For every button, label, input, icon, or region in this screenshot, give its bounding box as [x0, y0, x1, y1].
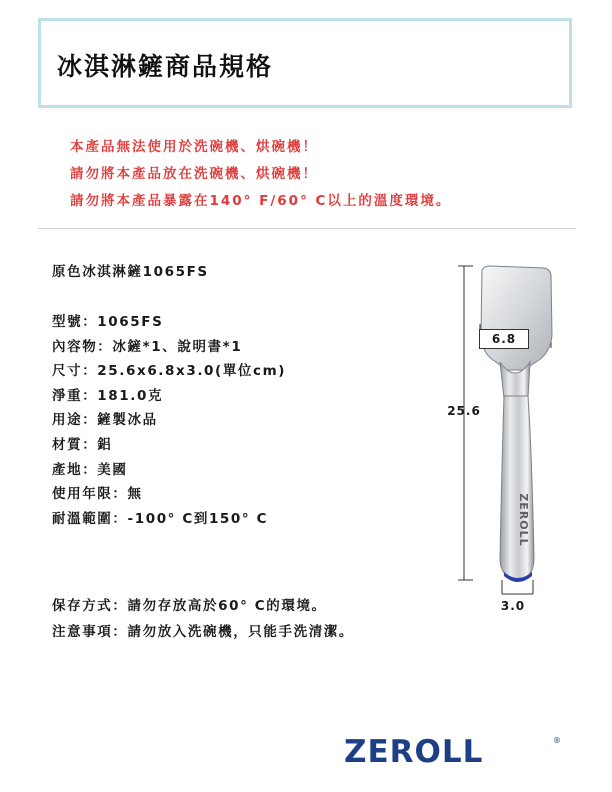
page-title: 冰淇淋鏟商品規格: [57, 52, 274, 81]
storage-note: 保存方式：請勿存放高於60° C的環境。: [52, 598, 327, 614]
product-illustration: [440, 258, 580, 618]
spec-lifespan: 使用年限：無: [52, 486, 143, 503]
spec-weight: 淨重：181.0克: [52, 387, 164, 404]
spec-origin: 產地：美國: [52, 461, 128, 478]
section-divider: [38, 228, 576, 229]
spec-use: 用途：鏟製冰品: [52, 412, 158, 429]
length-label: 25.6: [447, 404, 481, 418]
brand-logo: ZEROLL: [344, 734, 484, 770]
spec-list: [52, 310, 286, 531]
warning-line: 本產品無法使用於洗碗機、烘碗機！: [70, 139, 318, 155]
caution-note: 注意事項：請勿放入洗碗機，只能手洗清潔。: [52, 624, 354, 640]
warning-line: 請勿將本產品放在洗碗機、烘碗機！: [70, 166, 318, 182]
spec-model: 型號：1065FS: [52, 314, 164, 330]
spec-contents: 內容物：冰鏟*1、說明書*1: [52, 338, 243, 355]
care-notes: [52, 593, 354, 645]
thickness-label: 3.0: [500, 599, 526, 613]
registered-mark: ®: [553, 736, 561, 745]
warning-line: 請勿將本產品暴露在140° F/60° C以上的溫度環境。: [70, 193, 452, 209]
product-heading: 原色冰淇淋鏟1065FS: [52, 264, 209, 280]
spec-material: 材質：鋁: [52, 436, 113, 453]
engraving-text: ZEROLL: [517, 493, 530, 547]
handle-shape: [500, 396, 534, 580]
spec-temperature: 耐溫範圍：-100° C到150° C: [52, 510, 269, 527]
spec-size: 尺寸：25.6x6.8x3.0(單位cm): [52, 363, 287, 380]
title-box: [38, 18, 572, 108]
blade-shape: [481, 266, 552, 370]
width-label: 6.8: [479, 329, 529, 349]
warning-list: [70, 134, 451, 215]
